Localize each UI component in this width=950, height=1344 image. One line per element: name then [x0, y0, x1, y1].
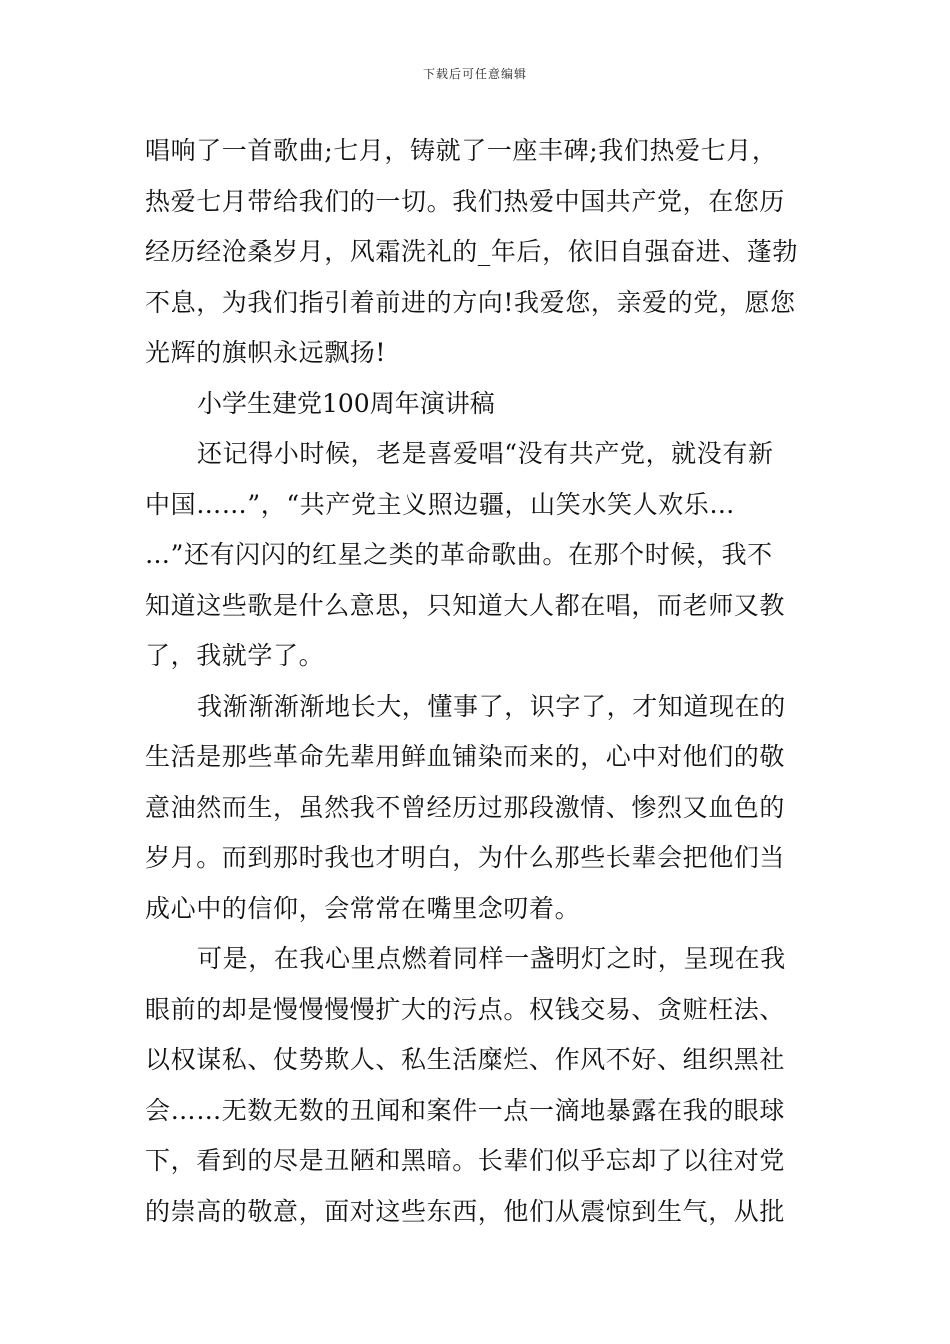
text-line: 热爱七月带给我们的一切。我们热爱中国共产党，在您历: [145, 186, 786, 216]
text-line: 成心中的信仰，会常常在嘴里念叨着。: [145, 893, 581, 923]
text-line: 唱响了一首歌曲;七月，铸就了一座丰碑;我们热爱七月，: [145, 136, 778, 165]
text-line: 中国……”，“共产党主义照边疆，山笑水笑人欢乐…: [145, 489, 735, 519]
section-title: 小学生建党100周年演讲稿: [197, 388, 495, 418]
page-header-note: 下载后可任意编辑: [422, 67, 527, 81]
text-line: 经历经沧桑岁月，风霜洗礼的_年后，依旧自强奋进、蓬勃: [145, 237, 799, 266]
text-line: 岁月。而到那时我也才明白，为什么那些长辈会把他们当: [145, 843, 786, 872]
text-line: 知道这些歌是什么意思，只知道大人都在唱，而老师又教: [145, 590, 786, 620]
paragraph-first-line: 我渐渐渐渐地长大，懂事了，识字了，才知道现在的: [197, 691, 786, 721]
text-line: 以权谋私、仗势欺人、私生活糜烂、作风不好、组织黑社: [145, 1045, 786, 1074]
text-line: 的崇高的敬意，面对这些东西，他们从震惊到生气，从批: [145, 1196, 786, 1226]
text-line: 了，我就学了。: [145, 641, 325, 670]
paragraph-first-line: 可是，在我心里点燃着同样一盏明灯之时，呈现在我: [197, 944, 786, 973]
text-line: 会……无数无数的丑闻和案件一点一滴地暴露在我的眼球: [145, 1095, 786, 1125]
text-line: 下，看到的尽是丑陋和黑暗。长辈们似乎忘却了以往对党: [145, 1146, 786, 1175]
text-line: 生活是那些革命先辈用鲜血铺染而来的，心中对他们的敬: [145, 742, 786, 771]
document-body: [145, 126, 813, 1237]
text-line: …”还有闪闪的红星之类的革命歌曲。在那个时候，我不: [145, 540, 773, 569]
paragraph-first-line: 还记得小时候，老是喜爱唱“没有共产党，就没有新: [197, 439, 774, 468]
text-line: 光辉的旗帜永远飘扬!: [145, 338, 387, 367]
text-line: 不息，为我们指引着前进的方向!我爱您，亲爱的党，愿您: [145, 287, 796, 317]
text-line: 眼前的却是慢慢慢慢扩大的污点。权钱交易、贪赃枉法、: [145, 994, 786, 1024]
text-line: 意油然而生，虽然我不曾经历过那段激情、惨烈又血色的: [145, 792, 786, 822]
